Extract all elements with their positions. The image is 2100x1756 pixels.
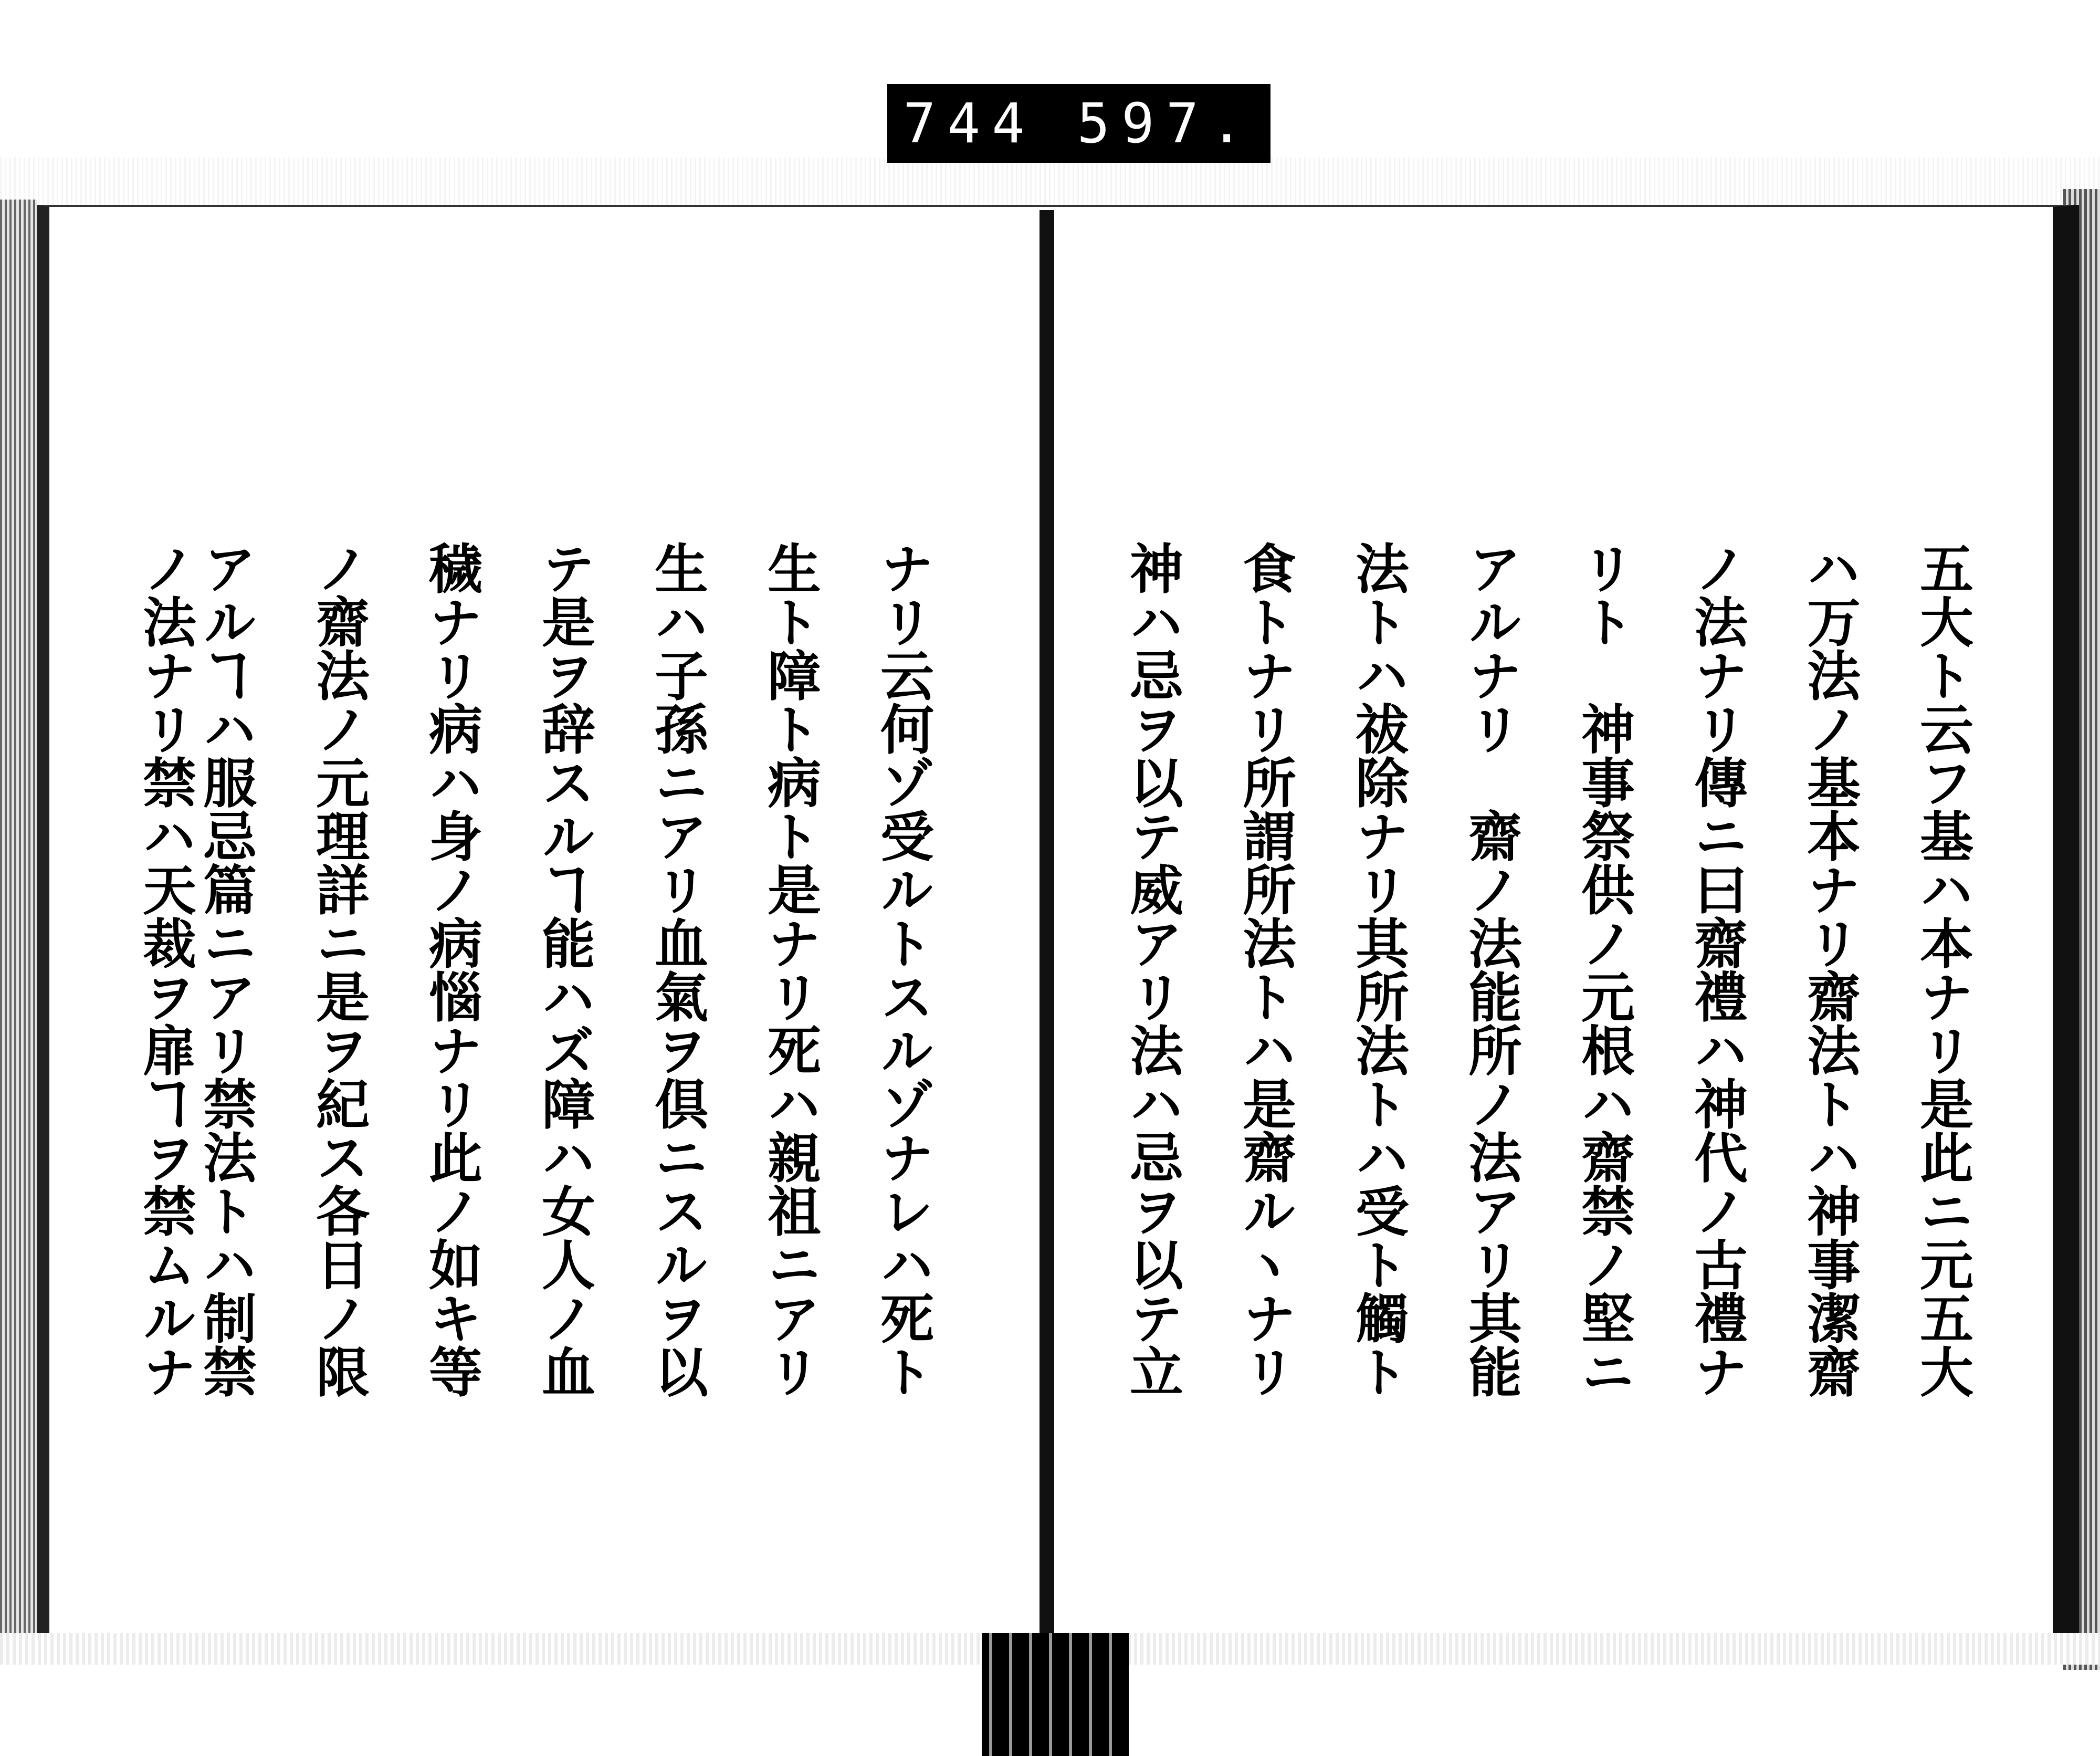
right-page-column-4: リト 神事祭供ノ元根ハ齋禁ノ堅ニ	[1572, 541, 1635, 1398]
frame-number-right: 597.	[1077, 91, 1255, 155]
right-page-column-7: 食トナリ所謂所法トハ是齋ルヽナリ	[1234, 541, 1297, 1398]
right-page-column-8: 神ハ忌ヲ以テ威アリ法ハ忌ヲ以テ立	[1121, 541, 1184, 1398]
right-page-column-2: ハ万法ノ基本ナリ齋法トハ神事潔齋	[1798, 541, 1861, 1398]
left-page-column-1: ナリ云何ゾ受ルトスルゾナレハ死ト	[872, 541, 934, 1398]
right-page-column-1: 五大ト云フ基ハ本ナリ是此ニ元五大	[1911, 541, 1974, 1398]
left-page-column-8: ノ法ナリ禁ハ天裁ヲ扉ヿヲ禁ムルナ	[134, 541, 197, 1398]
book-spine-bottom	[982, 1633, 1129, 1756]
frame-number-left: 744	[903, 91, 1036, 155]
microfilm-frame-label	[887, 84, 1270, 163]
left-page-column-6: ノ齋法ノ元理詳ニ是ヲ紀ス各日ノ限	[307, 541, 370, 1398]
left-page-column-3: 生ハ子孫ニアリ血氣ヲ倶ニスルヲ以	[646, 541, 709, 1398]
right-page-column-6: 法トハ祓除ナリ其所法トハ受ト觸ト	[1347, 541, 1410, 1398]
left-page-column-4: テ是ヲ辞スルヿ能ハズ障ハ女人ノ血	[533, 541, 596, 1398]
left-page-column-2: 生ト障ト病ト是ナリ死ハ親祖ニアリ	[759, 541, 822, 1398]
left-page-column-7: アルヿハ服忌篇ニアリ禁法トハ制禁	[194, 541, 257, 1398]
book-gutter	[1040, 210, 1054, 1659]
left-page-column-5: 穢ナリ病ハ身ノ病惱ナリ此ノ如キ等	[420, 541, 483, 1398]
right-page-column-5: アルナリ 齋ノ法能所ノ法アリ其能	[1460, 541, 1522, 1398]
right-page-column-3: ノ法ナリ傳ニ曰齋禮ハ神代ノ古禮ナ	[1685, 541, 1748, 1398]
left-page-edges	[0, 200, 37, 1665]
